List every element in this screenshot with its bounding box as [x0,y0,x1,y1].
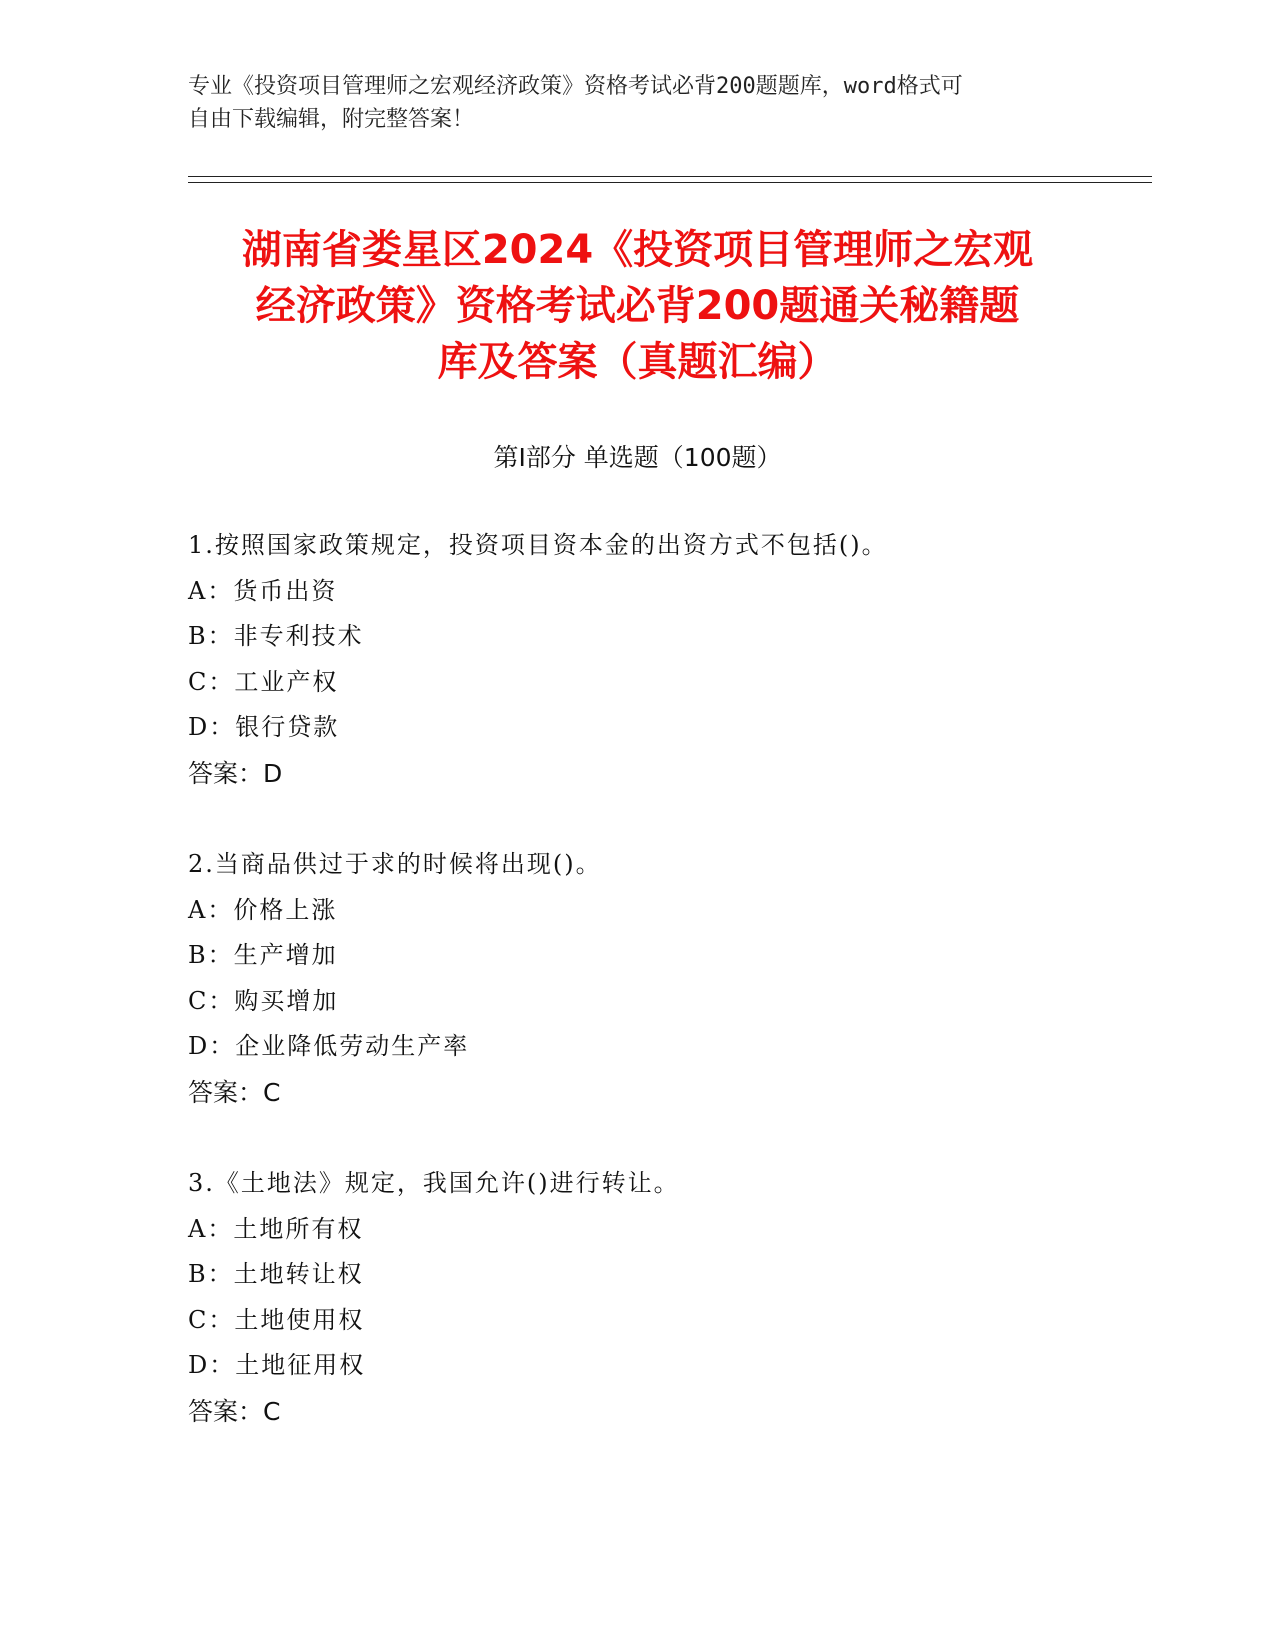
document-title-line-2: 经济政策》资格考试必背200题通关秘籍题 [255,283,1020,329]
option-b: B：生产增加 [188,941,338,969]
option-a: A：价格上涨 [188,895,338,924]
option-d: D：土地征用权 [188,1351,366,1379]
option-c: C：工业产权 [188,667,339,696]
option-c: C：购买增加 [188,986,339,1015]
option-d: D：银行贷款 [188,713,340,741]
question-2 [188,842,1088,1115]
option-b: B：土地转让权 [188,1260,364,1288]
document-title [170,222,1105,390]
header-note-line-2: 自由下载编辑，附完整答案！ [188,107,475,132]
header-divider-top [188,176,1152,177]
question-1 [188,523,1088,796]
document-title-line-1: 湖南省娄星区2024《投资项目管理师之宏观 [241,227,1034,273]
answer-line: 答案：C [188,1396,281,1426]
question-stem: 3.《土地法》规定，我国允许()进行转让。 [188,1169,680,1197]
header-note-line-1: 专业《投资项目管理师之宏观经济政策》资格考试必背200题题库，word格式可 [188,74,963,99]
question-stem: 1.按照国家政策规定，投资项目资本金的出资方式不包括()。 [188,531,888,559]
section-heading: 第Ⅰ部分 单选题（100题） [493,443,782,472]
header-note [188,70,1068,136]
question-3 [188,1161,1088,1434]
answer-line: 答案：D [188,758,283,788]
header-divider-bottom [188,182,1152,183]
answer-line: 答案：C [188,1077,281,1107]
option-a: A：土地所有权 [188,1214,364,1243]
option-a: A：货币出资 [188,576,338,605]
question-stem: 2.当商品供过于求的时候将出现()。 [188,850,602,878]
option-d: D：企业降低劳动生产率 [188,1032,470,1060]
option-c: C：土地使用权 [188,1305,365,1334]
option-b: B：非专利技术 [188,622,364,650]
document-title-line-3: 库及答案（真题汇编） [437,339,838,385]
